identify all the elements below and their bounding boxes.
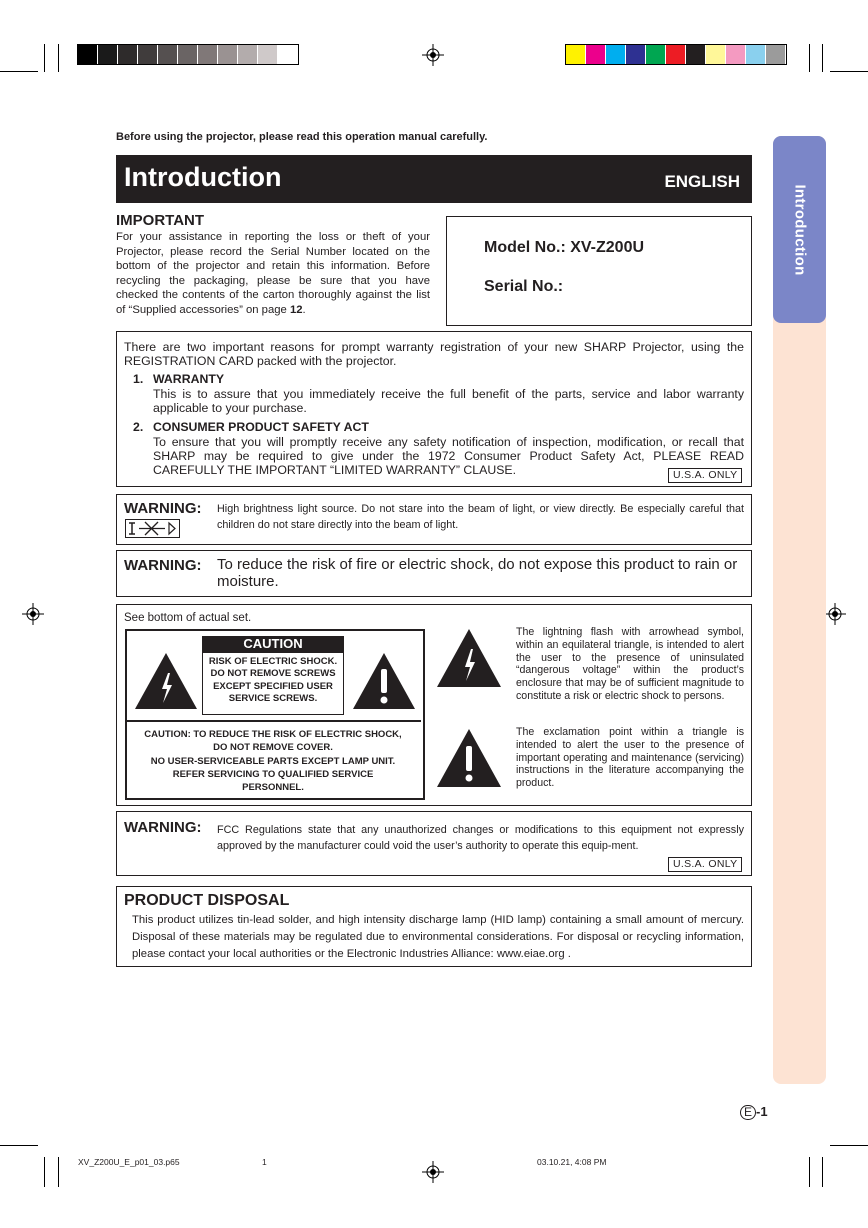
caution-bottom-line: REFER SERVICING TO QUALIFIED SERVICE <box>172 768 374 780</box>
see-bottom-note: See bottom of actual set. <box>124 612 252 624</box>
footer-filename: XV_Z200U_E_p01_03.p65 <box>78 1157 180 1167</box>
color-swatch <box>158 45 178 64</box>
gray-color-bar <box>77 44 299 65</box>
warning-label: WARNING: <box>124 819 202 836</box>
divider <box>125 720 421 722</box>
color-swatch <box>198 45 218 64</box>
warning-text: To reduce the risk of fire or electric shock, do not expose this product to rain or moisture. <box>217 556 738 590</box>
caution-text <box>202 652 344 715</box>
side-tab-label: Introduction <box>791 183 808 276</box>
caution-bottom-line: NO USER-SERVICEABLE PARTS EXCEPT LAMP UNIT. <box>150 755 396 767</box>
pre-note: Before using the projector, please read this operation manual carefully. <box>116 131 488 143</box>
warning-label: WARNING: <box>124 557 202 574</box>
color-swatch <box>238 45 258 64</box>
caution-section <box>116 604 752 806</box>
important-body-end: . <box>302 303 306 316</box>
registration-mark-icon <box>22 603 44 625</box>
list-item-title: CONSUMER PRODUCT SAFETY ACT <box>153 420 369 434</box>
list-item-text: To ensure that you will promptly receive any safety notification of inspection, modification, or recall that SHARP may be required to give under the 1972 Consumer Product Safety Act, PLEASE READ CAREFULLY THE IMPORTANT “LIMITED WARRANTY” CLAUSE. <box>153 435 744 477</box>
registration-mark-icon <box>422 44 444 66</box>
registration-mark-icon <box>422 1161 444 1183</box>
warning-label: WARNING: <box>124 500 202 517</box>
caution-label <box>125 629 425 800</box>
color-swatch <box>646 45 666 64</box>
lightning-triangle-icon <box>435 627 503 689</box>
warning-fire-box <box>116 550 752 597</box>
color-swatch <box>666 45 686 64</box>
side-tab-label-wrap <box>773 136 826 323</box>
caution-line: RISK OF ELECTRIC SHOCK. <box>208 656 338 667</box>
color-swatch <box>706 45 726 64</box>
color-swatch <box>606 45 626 64</box>
title-banner <box>116 155 752 203</box>
important-body: For your assistance in reporting the loss or theft of your Projector, please record the Serial Number located on the bottom of the projector and retain this information. Before recycling the packaging, please be sure that you have checked the contents of the carton thoroughly against the list of “Supplied accessories” on page <box>116 231 430 316</box>
exclamation-triangle-icon <box>351 651 417 711</box>
color-swatch <box>686 45 706 64</box>
color-swatch <box>626 45 646 64</box>
caution-line: EXCEPT SPECIFIED USER <box>213 680 333 692</box>
page-reference: 12 <box>289 303 303 316</box>
page-title: Introduction <box>124 162 282 192</box>
caution-line: SERVICE SCREWS. <box>228 692 318 704</box>
laser-warning-icon <box>125 519 180 538</box>
caution-bottom-line: DO NOT REMOVE COVER. <box>213 742 333 754</box>
disposal-heading: PRODUCT DISPOSAL <box>124 892 290 909</box>
color-swatch <box>258 45 278 64</box>
model-number: Model No.: XV-Z200U <box>484 239 645 256</box>
lightning-explanation: The lightning flash with arrowhead symbol, within an equilateral triangle, is intended to alert the user to the presence of uninsulated “dangerous voltage” within the product’s enclosure that may be of sufficient magnitude to constitute a risk or electric shock to persons. <box>516 626 744 702</box>
color-swatch <box>746 45 766 64</box>
color-swatch <box>138 45 158 64</box>
color-swatch <box>218 45 238 64</box>
page-number <box>740 1104 768 1120</box>
usa-only-badge: U.S.A. ONLY <box>668 857 742 872</box>
color-swatch <box>586 45 606 64</box>
caution-bottom-line: CAUTION: TO REDUCE THE RISK OF ELECTRIC SHOCK, <box>144 729 402 740</box>
footer-date: 03.10.21, 4:08 PM <box>537 1157 607 1167</box>
color-swatch <box>78 45 98 64</box>
caution-line: DO NOT REMOVE SCREWS <box>210 668 336 680</box>
color-swatch <box>566 45 586 64</box>
color-swatch <box>98 45 118 64</box>
registration-intro: There are two important reasons for prompt warranty registration of your new SHARP Projector, using the REGISTRATION CARD packed with the projector. <box>124 340 744 368</box>
important-heading: IMPORTANT <box>116 212 205 229</box>
color-swatch <box>726 45 746 64</box>
page-num: -1 <box>756 1104 768 1119</box>
disposal-text: This product utilizes tin-lead solder, and high intensity discharge lamp (HID lamp) containing a small amount of mercury. Disposal of these materials may be regulated due to environmental considerations. For disposal or recycling information, please contact your local authorities or the Electronic Industries Alliance: www.eiae.org . <box>132 914 744 960</box>
color-swatch <box>766 45 786 64</box>
exclamation-triangle-icon <box>435 727 503 789</box>
usa-only-badge: U.S.A. ONLY <box>668 468 742 483</box>
product-disposal-box <box>116 886 752 967</box>
caution-bottom-text <box>127 728 419 794</box>
color-swatch <box>278 45 298 64</box>
list-item-number: 1. <box>133 372 144 386</box>
model-serial-box <box>446 216 752 326</box>
caution-title: CAUTION <box>202 636 344 652</box>
warranty-registration-box <box>116 331 752 487</box>
footer-page: 1 <box>262 1157 267 1167</box>
exclamation-explanation: The exclamation point within a triangle is intended to alert the user to the presence of important operating and maintenance (servicing) instructions in the literature accompanying the product. <box>516 726 744 790</box>
lightning-triangle-icon <box>133 651 199 711</box>
list-item-text: This is to assure that you immediately receive the full benefit of the parts, service and labor warranty applicable to your purchase. <box>153 387 744 415</box>
list-item-number: 2. <box>133 420 144 434</box>
caution-bottom-line: PERSONNEL. <box>242 782 304 794</box>
color-swatch <box>178 45 198 64</box>
warning-text: FCC Regulations state that any unauthorized changes or modifications to this equipment not expressly approved by the manufacturer could void the user’s authority to operate this equip-ment. <box>217 824 744 853</box>
serial-number: Serial No.: <box>484 278 564 295</box>
warning-text: High brightness light source. Do not stare into the beam of light, or view directly. Be especially careful that children do not stare directly into the beam of light. <box>217 503 744 531</box>
language-label: ENGLISH <box>664 172 740 191</box>
page-letter: E <box>740 1105 756 1120</box>
important-text <box>116 230 430 318</box>
warning-fcc-box <box>116 811 752 876</box>
color-swatch <box>118 45 138 64</box>
registration-mark-icon <box>824 603 846 625</box>
list-item-title: WARRANTY <box>153 372 225 386</box>
process-color-bar <box>565 44 787 65</box>
warning-light-box <box>116 494 752 545</box>
